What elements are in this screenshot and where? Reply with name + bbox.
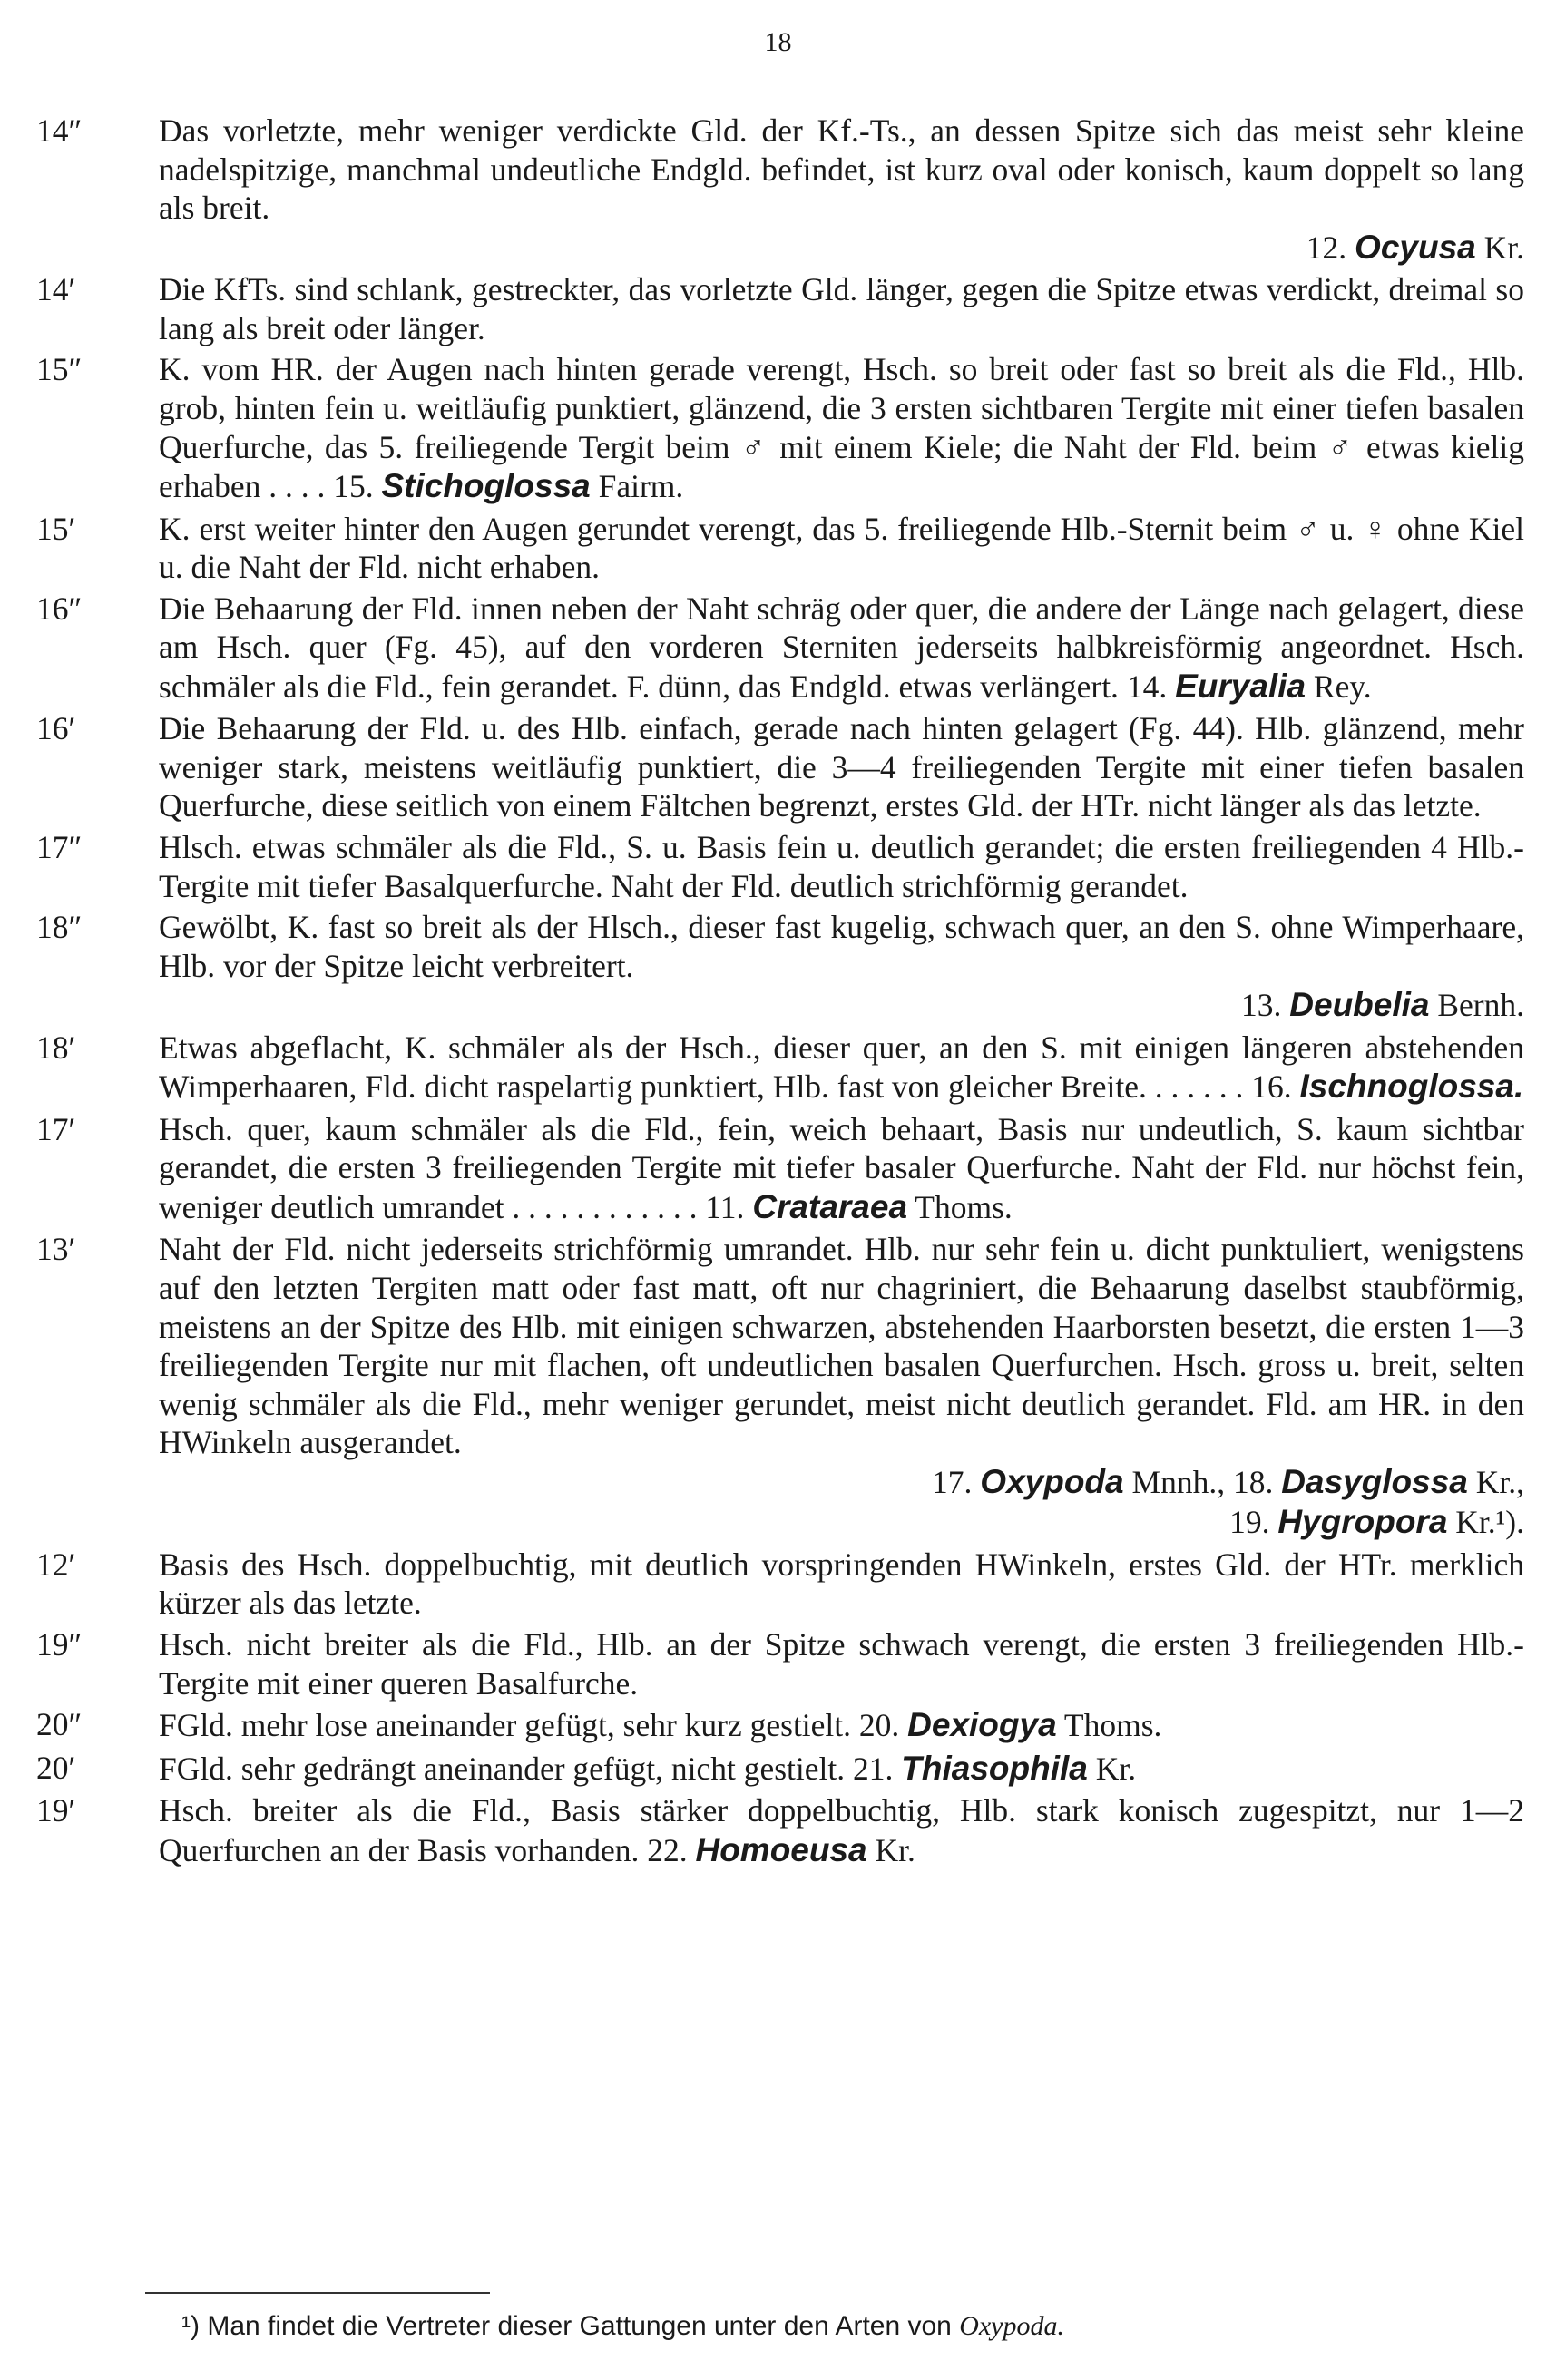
genus-author: Kr. — [1483, 229, 1524, 266]
entry-number: 17″ — [36, 829, 83, 866]
result-number: 20. — [858, 1707, 900, 1744]
entry-number: 12′ — [36, 1546, 76, 1583]
footnote — [181, 2311, 1452, 2342]
entry-text: K. erst weiter hinter den Augen gerundet verengt, das 5. freiliegende Hlb.-Sternit beim ♂ u. ♀ ohne Kiel u. die Naht der Fld. nicht erhaben. — [159, 510, 1524, 586]
entry-number: 13′ — [36, 1231, 76, 1268]
entry-result — [159, 1502, 1524, 1542]
genus-author: Thoms. — [1063, 1707, 1162, 1744]
genus-author: Fairm. — [598, 468, 684, 505]
key-entry — [36, 510, 1524, 587]
result-number: 13. — [1241, 987, 1282, 1024]
genus-author: Kr. — [1095, 1750, 1137, 1787]
key-entry — [36, 270, 1524, 347]
entry-number: 19″ — [36, 1625, 83, 1663]
entry-number: 14″ — [36, 112, 83, 149]
entry-number: 20′ — [36, 1749, 76, 1786]
entry-text: Hsch. quer, kaum schmäler als die Fld., fein, weich behaart, Basis nur undeutlich, S. kaum sichtbar gerandet, die ersten 3 freiliegenden Tergite mit tiefer basaler Querfurche. Naht der Fld. nur höchst fein, weniger deutlich umrandet . . . . . . . . . . . . — [159, 1110, 1524, 1226]
genus-name: Deubelia — [1289, 986, 1430, 1024]
genus-author: Kr., — [1475, 1463, 1524, 1500]
genus-name: Oxypoda — [980, 1462, 1124, 1500]
key-entry — [36, 828, 1524, 905]
entry-text: Die Behaarung der Fld. u. des Hlb. einfach, gerade nach hinten gelagert (Fg. 44). Hlb. glänzend, mehr weniger stark, meistens weitläufig punktiert, die 3—4 freiliegenden Tergite mit einer tiefen basalen Querfurche, diese seitlich von einem Fältchen begrenzt, erstes Gld. der HTr. nicht länger als das letzte. — [159, 710, 1524, 824]
genus-name: Ischnoglossa. — [1299, 1068, 1524, 1106]
genus-author: Kr. — [875, 1831, 915, 1868]
entry-result — [859, 1707, 1162, 1743]
key-entry — [36, 1749, 1524, 1789]
genus-author: Kr.¹). — [1455, 1504, 1524, 1541]
entry-result — [159, 228, 1524, 268]
entry-result — [1127, 668, 1372, 705]
page-number: 18 — [764, 27, 792, 57]
genus-name: Ocyusa — [1355, 228, 1476, 266]
entry-result — [705, 1189, 1012, 1225]
key-entry — [36, 709, 1524, 825]
entry-result — [333, 468, 683, 504]
entry-text: Hlsch. etwas schmäler als die Fld., S. u. Basis fein u. deutlich gerandet; die ersten freiliegenden 4 Hlb.-Tergite mit tiefer Basalquerfurche. Naht der Fld. deutlich strichförmig gerandet. — [159, 829, 1524, 904]
result-number: 19. — [1229, 1504, 1270, 1541]
genus-name: Euryalia — [1175, 667, 1306, 705]
result-number: 16. — [1251, 1068, 1292, 1106]
genus-name: Stichoglossa — [381, 467, 591, 505]
genus-name: Crataraea — [752, 1188, 908, 1226]
entry-number: 18″ — [36, 909, 83, 946]
key-entry — [36, 1230, 1524, 1542]
result-number: 11. — [705, 1189, 745, 1226]
entry-result — [1251, 1068, 1523, 1105]
entry-text: Gewölbt, K. fast so breit als der Hlsch., dieser fast kugelig, schwach quer, an den S. ohne Wimperhaare, Hlb. vor der Spitze leicht verbreitert. — [159, 909, 1524, 984]
footnote-text: Man findet die Vertreter dieser Gattungen unter den Arten von — [207, 2311, 952, 2341]
key-entry — [36, 590, 1524, 707]
entry-number: 16″ — [36, 590, 83, 627]
genus-name: Thiasophila — [901, 1749, 1088, 1787]
footnote-rule — [145, 2292, 490, 2294]
entry-number: 20″ — [36, 1706, 83, 1743]
entry-result — [159, 1462, 1524, 1502]
key-entry — [36, 112, 1524, 268]
entry-text: K. vom HR. der Augen nach hinten gerade verengt, Hsch. so breit oder fast so breit als die Fld., Hlb. grob, hinten fein u. weitläufig punktiert, glänzend, die 3 ersten sichtbaren Tergite mit einer tiefen basalen Querfurche, das 5. freiliegende Tergit beim ♂ mit einem Kiele; die Naht der Fld. beim ♂ etwas kielig erhaben . . . . — [159, 351, 1524, 505]
entry-number: 16′ — [36, 710, 76, 747]
result-number: 14. — [1126, 668, 1168, 705]
genus-author: Bernh. — [1437, 987, 1524, 1024]
entry-text: Die KfTs. sind schlank, gestreckter, das vorletzte Gld. länger, gegen die Spitze etwas verdickt, dreimal so lang als breit oder länger. — [159, 271, 1524, 346]
genus-author: Mnnh., 18. — [1131, 1463, 1274, 1500]
key-entry — [36, 1110, 1524, 1228]
entry-number: 17′ — [36, 1110, 76, 1147]
entry-result — [159, 985, 1524, 1025]
key-entry — [36, 1705, 1524, 1745]
key-entry — [36, 350, 1524, 506]
genus-name: Dexiogya — [907, 1706, 1057, 1744]
entry-text: Hsch. nicht breiter als die Fld., Hlb. an der Spitze schwach verengt, die ersten 3 freiliegenden Hlb.-Tergite mit einer queren Basalfurche. — [159, 1625, 1524, 1702]
genus-name: Hygropora — [1277, 1503, 1448, 1541]
entry-text: FGld. sehr gedrängt aneinander gefügt, nicht gestielt. — [159, 1750, 846, 1787]
result-number: 17. — [932, 1463, 973, 1500]
genus-author: Rey. — [1313, 668, 1372, 705]
key-entry — [36, 1546, 1524, 1623]
entry-result — [853, 1751, 1136, 1787]
key-entry — [36, 1625, 1524, 1702]
entry-text: Das vorletzte, mehr weniger verdickte Gld. der Kf.-Ts., an dessen Spitze sich das meist sehr kleine nadelspitzige, manchmal undeutliche Endgld. befindet, ist kurz oval oder konisch, kaum doppelt so lang als breit. — [159, 112, 1524, 227]
entry-number: 18′ — [36, 1029, 76, 1066]
entry-number: 19′ — [36, 1791, 76, 1829]
footnote-genus: Oxypoda. — [959, 2311, 1064, 2341]
result-number: 22. — [647, 1831, 688, 1868]
result-number: 12. — [1306, 229, 1347, 266]
entry-text: Basis des Hsch. doppelbuchtig, mit deutlich vorspringenden HWinkeln, erstes Gld. der HTr. merklich kürzer als das letzte. — [159, 1546, 1524, 1622]
entry-text: Die Behaarung der Fld. innen neben der Naht schräg oder quer, die andere der Länge nach gelagert, diese am Hsch. quer (Fg. 45), auf den vorderen Sterniten jederseits halbkreisförmig angeordnet. Hsch. schmäler als die Fld., fein gerandet. F. dünn, das Endgld. etwas verlängert. — [159, 590, 1524, 705]
key-entry — [36, 1029, 1524, 1107]
entry-number: 14′ — [36, 271, 76, 308]
entry-text: Hsch. breiter als die Fld., Basis stärker doppelbuchtig, Hlb. stark konisch zugespitzt, nur 1—2 Querfurchen an der Basis vorhanden. — [159, 1791, 1524, 1868]
entry-text: Naht der Fld. nicht jederseits strichförmig umrandet. Hlb. nur sehr fein u. dicht punktuliert, wenigstens auf den letzten Tergiten matt oder fast matt, oft nur chagriniert, die Behaarung daselbst staubförmig, meistens an der Spitze des Hlb. mit einigen schwarzen, abstehenden Haarborsten besetzt, die ersten 1—3 freiliegenden Tergite nur mit flachen, oft undeutlichen basalen Querfurchen. Hsch. gross u. breit, selten wenig schmäler als die Fld., mehr weniger gerundet, meist nicht deutlich gerandet. Fld. am HR. in den HWinkeln ausgerandet. — [159, 1231, 1524, 1461]
entry-number: 15′ — [36, 510, 76, 547]
result-number: 15. — [333, 468, 374, 505]
result-number: 21. — [853, 1750, 894, 1787]
entry-text: FGld. mehr lose aneinander gefügt, sehr kurz gestielt. — [159, 1707, 852, 1744]
key-entries — [36, 112, 1524, 1873]
entry-number: 15″ — [36, 351, 83, 388]
footnote-marker: ¹) — [181, 2311, 200, 2341]
entry-text: Etwas abgeflacht, K. schmäler als der Hsch., dieser quer, an den S. mit einigen längeren abstehenden Wimperhaaren, Fld. dicht raspelartig punktiert, Hlb. fast von gleicher Breite. . . . . . . — [159, 1029, 1524, 1106]
genus-name: Homoeusa — [695, 1830, 867, 1868]
key-entry — [36, 908, 1524, 1026]
key-entry — [36, 1791, 1524, 1870]
entry-result — [647, 1832, 915, 1868]
genus-author: Thoms. — [915, 1189, 1013, 1226]
genus-name: Dasyglossa — [1281, 1462, 1468, 1500]
